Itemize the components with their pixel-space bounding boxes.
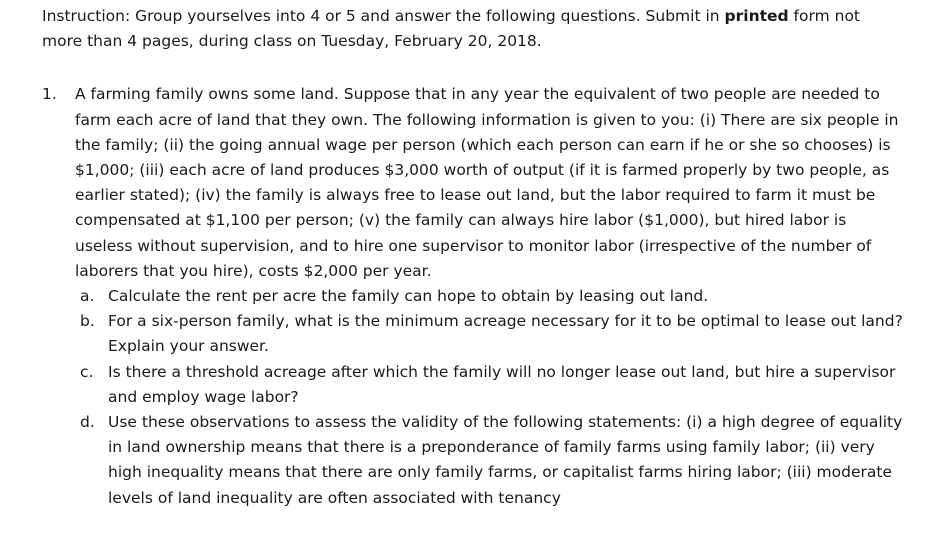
question-text: A farming family owns some land. Suppose that in any year the equivalent of two people are needed to farm each acre of land that they own. The following information is given to you: (i) There are six people in the family; (ii) the going annual wage per person (which each person can earn if he or she so chooses) is $1,000; (iii) each acre of land produces $3,000 worth of output (if it is farmed properly by two people, as earlier stated); (iv) the family is always free to lease out land, but the labor required to farm it must be compensated at $1,100 per person; (v) the family can always hire labor ($1,000), but hired labor is useless without supervision, and to hire one supervisor to monitor labor (irrespective of the number of laborers that you hire), costs $2,000 per year. bbox=[75, 85, 899, 280]
instruction-paragraph bbox=[42, 0, 904, 54]
subpart-label: d. bbox=[80, 413, 95, 432]
subpart-c bbox=[75, 360, 904, 410]
question-1 bbox=[42, 82, 904, 510]
subpart-text: Is there a threshold acreage after which the family will no longer lease out land, but hire a supervisor and employ wage labor? bbox=[108, 362, 896, 406]
subpart-text: Calculate the rent per acre the family can hope to obtain by leasing out land. bbox=[108, 287, 709, 306]
subparts-list bbox=[75, 284, 904, 511]
subpart-b bbox=[75, 309, 904, 359]
subpart-text: Use these observations to assess the validity of the following statements: (i) a high degree of equality in land ownership means that there is a preponderance of family farms using family labor; (ii) very high inequality means that there are only family farms, or capitalist farms hiring labor; (iii) moderate levels of land inequality are often associated with tenancy bbox=[108, 413, 903, 507]
subpart-a bbox=[75, 284, 904, 309]
question-number: 1. bbox=[42, 85, 57, 104]
instruction-emphasis: printed bbox=[724, 7, 789, 25]
subpart-label: b. bbox=[80, 312, 95, 331]
instruction-text-after: form not more than 4 pages, during class on Tuesday, February 20, 2018. bbox=[42, 7, 861, 51]
subpart-d bbox=[75, 410, 904, 511]
subpart-text: For a six-person family, what is the minimum acreage necessary for it to be optimal to lease out land? Explain your answer. bbox=[108, 312, 903, 356]
subpart-label: a. bbox=[80, 287, 95, 306]
instruction-text-before: Instruction: Group yourselves into 4 or 5 and answer the following questions. Submit in bbox=[42, 7, 725, 25]
subpart-label: c. bbox=[80, 362, 94, 381]
